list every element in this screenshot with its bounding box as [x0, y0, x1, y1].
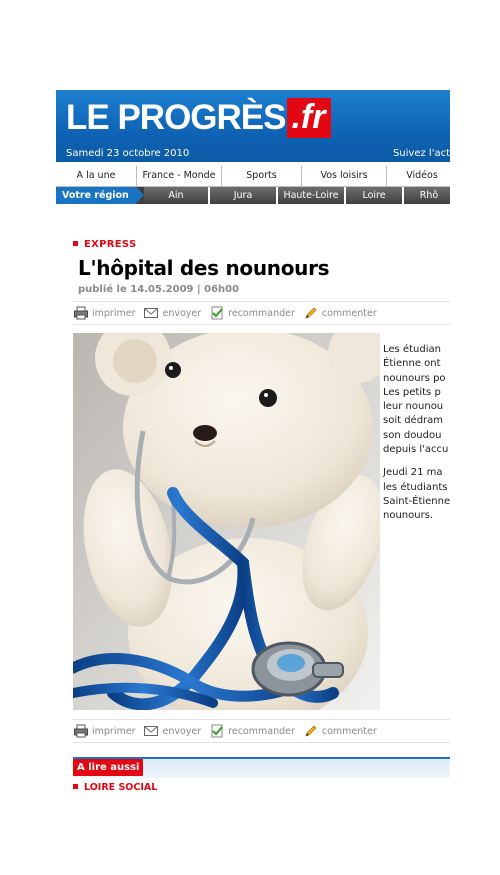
recommend-icon: [209, 306, 225, 320]
article-title: L'hôpital des nounours: [78, 256, 330, 280]
related-articles-label: A lire aussi: [73, 759, 143, 776]
body-line: Les étudian: [383, 344, 441, 355]
nav-item-sports[interactable]: Sports: [222, 166, 302, 186]
nav-item-vos-loisirs[interactable]: Vos loisirs: [302, 166, 387, 186]
logo-suffix: .fr: [287, 98, 331, 138]
send-button[interactable]: [143, 306, 201, 320]
recommend-label: recommander: [228, 307, 295, 319]
article-paragraph-1: [383, 343, 450, 457]
comment-label: commenter: [321, 725, 377, 737]
current-date: Samedi 23 octobre 2010: [66, 148, 190, 159]
article-photo-teddy-bear[interactable]: [73, 333, 380, 710]
related-square-icon: [73, 784, 78, 789]
body-line: nounours.: [383, 510, 434, 522]
print-button[interactable]: [73, 724, 135, 738]
article-tools-top: [73, 301, 450, 325]
body-line: leur nounou: [383, 401, 444, 413]
print-label: imprimer: [92, 725, 136, 737]
teddy-bear-illustration: [73, 333, 380, 710]
article-body: [383, 343, 450, 533]
printer-icon: [73, 724, 89, 738]
body-line: Les petits p: [383, 386, 441, 398]
web-page: [50, 90, 450, 790]
recommend-icon: [209, 724, 225, 738]
nav-item-france-monde[interactable]: France - Monde: [137, 166, 222, 186]
masthead: [56, 90, 450, 162]
region-nav-label: Votre région: [56, 187, 136, 204]
body-line: Jeudi 21 ma: [383, 467, 443, 479]
body-line: depuis l'accu: [383, 444, 449, 456]
recommend-button[interactable]: [209, 306, 295, 320]
pencil-icon: [303, 724, 319, 738]
region-item-loire[interactable]: Loire: [346, 187, 404, 204]
body-line: Saint-Étienne: [383, 495, 450, 507]
body-line: son doudou: [383, 429, 442, 441]
nav-item-videos[interactable]: Vidéos: [406, 170, 438, 181]
pencil-icon: [303, 306, 319, 320]
region-nav: [56, 187, 450, 204]
region-item-ain[interactable]: Ain: [144, 187, 210, 204]
body-line: nounours po: [383, 372, 446, 384]
region-item-rhone[interactable]: Rhô: [404, 187, 450, 204]
send-label: envoyer: [162, 725, 202, 737]
body-line: Étienne ont: [383, 358, 441, 370]
related-article-title: LOIRE SOCIAL: [84, 782, 158, 790]
comment-button[interactable]: [303, 724, 377, 738]
send-label: envoyer: [162, 307, 202, 319]
kicker-label: EXPRESS: [84, 239, 137, 250]
print-label: imprimer: [92, 307, 136, 319]
envelope-icon: [143, 724, 159, 738]
region-item-haute-loire[interactable]: Haute-Loire: [278, 187, 346, 204]
send-button[interactable]: [143, 724, 201, 738]
recommend-label: recommander: [228, 725, 295, 737]
related-articles-header: [73, 757, 450, 778]
kicker-square-icon: [73, 241, 78, 246]
body-line: les étudiants: [383, 481, 448, 493]
print-button[interactable]: [73, 306, 135, 320]
comment-button[interactable]: [303, 306, 377, 320]
article-kicker: [73, 239, 136, 250]
recommend-button[interactable]: [209, 724, 295, 738]
article-published-date: publié le 14.05.2009 | 06h00: [78, 284, 240, 295]
comment-label: commenter: [321, 307, 377, 319]
nav-item-a-la-une[interactable]: A la une: [56, 166, 137, 186]
related-article-link[interactable]: [73, 782, 157, 790]
site-logo[interactable]: [66, 96, 331, 138]
main-nav: [56, 166, 450, 187]
article-paragraph-2: [383, 466, 450, 523]
body-line: soit dédram: [383, 415, 444, 427]
region-item-jura[interactable]: Jura: [210, 187, 278, 204]
article-tools-bottom: [73, 719, 450, 743]
printer-icon: [73, 306, 89, 320]
follow-link[interactable]: Suivez l'act: [392, 148, 450, 159]
envelope-icon: [143, 306, 159, 320]
logo-main-text: LE PROGRÈS: [66, 98, 286, 137]
